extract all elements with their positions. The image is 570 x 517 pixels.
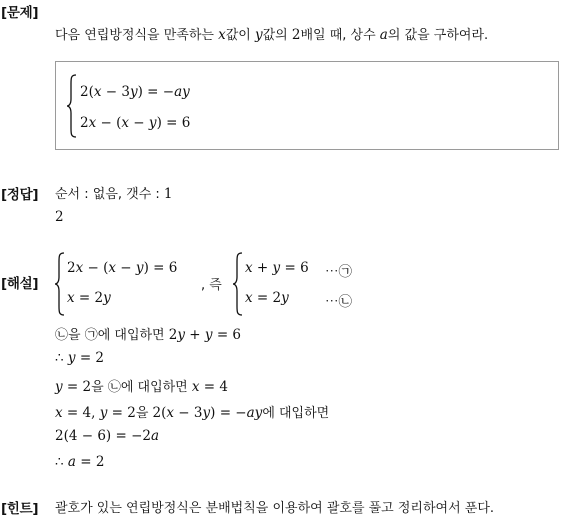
problem-equation-2: [80, 115, 190, 131]
text-run: y: [67, 350, 76, 366]
equation-box: [55, 61, 559, 150]
text-run: ay: [246, 405, 263, 421]
text-run: ∴: [55, 454, 68, 470]
text-run: ) = −: [137, 84, 175, 100]
text-run: = 2: [252, 290, 282, 306]
text-run: − 3: [101, 84, 130, 100]
text-run: = 4,: [62, 405, 100, 421]
text-run: y: [135, 260, 144, 276]
text-run: ) = 6: [143, 260, 178, 276]
equation-label-1: ⋯㉠: [325, 264, 352, 280]
text-run: x: [93, 84, 102, 100]
text-run: x: [218, 27, 226, 43]
solution-line-6: [55, 454, 104, 470]
text-run: x: [121, 115, 130, 131]
text-run: = 2: [74, 290, 104, 306]
solution-connector: , 즉: [201, 278, 222, 293]
text-run: x: [108, 260, 117, 276]
text-run: y: [272, 260, 281, 276]
answer-value: [55, 209, 64, 225]
text-run: 2: [55, 209, 64, 225]
text-run: 에 대입하면: [262, 406, 330, 421]
text-run: a: [67, 454, 76, 470]
text-run: y: [204, 327, 213, 343]
problem-text: [55, 24, 488, 43]
hint-text: [55, 497, 494, 516]
text-run: − (: [96, 115, 122, 131]
text-run: 순서 : 없음, 갯수 :: [55, 187, 164, 202]
problem-system-brace: [66, 74, 78, 138]
text-run: +: [184, 327, 205, 343]
solution-system-2-brace: [232, 252, 244, 316]
text-run: 2: [291, 27, 301, 43]
text-run: = 2: [75, 454, 105, 470]
text-run: ay: [174, 84, 190, 100]
text-run: = 2: [62, 379, 92, 395]
text-run: = 2: [107, 405, 136, 421]
text-run: x: [245, 260, 253, 276]
text-run: x: [166, 405, 175, 421]
text-run: 값이: [225, 28, 255, 43]
text-run: 괄호가 있는 연립방정식은 분배법칙을 이용하여 괄호를 풀고 정리하여서 푼다.: [55, 501, 495, 516]
text-run: 2: [80, 115, 89, 131]
solution-line-4: [55, 402, 329, 421]
text-run: 의 값을 구하여라.: [387, 28, 489, 43]
text-run: = 6: [212, 327, 242, 343]
text-run: y: [254, 27, 263, 43]
text-run: = 2: [75, 350, 105, 366]
text-run: 2: [67, 260, 76, 276]
solution-system-1-eq-1: [67, 260, 177, 276]
text-run: y: [177, 327, 185, 343]
text-run: x: [191, 379, 200, 395]
text-run: 을 ㉡에 대입하면: [91, 380, 192, 395]
solution-line-2: [55, 350, 104, 366]
text-run: 값의: [262, 28, 292, 43]
text-run: y: [281, 290, 289, 306]
text-run: y: [99, 405, 108, 421]
text-run: ∴: [55, 350, 68, 366]
text-run: = 6: [280, 260, 309, 276]
text-run: x: [245, 290, 253, 306]
solution-tag: [해설]: [1, 276, 39, 292]
text-run: x: [67, 290, 75, 306]
text-run: ) = −: [210, 405, 247, 421]
text-run: − 3: [174, 405, 203, 421]
solution-system-1-eq-2: [67, 290, 111, 306]
solution-system-2-eq-1: [245, 260, 309, 276]
text-run: 2(4 − 6) = −2: [55, 428, 151, 444]
problem-equation-1: [80, 84, 190, 100]
equation-label-2: ⋯㉡: [325, 294, 352, 310]
text-run: x: [55, 405, 63, 421]
problem-tag: [문제]: [1, 5, 39, 21]
text-run: −: [116, 260, 136, 276]
text-run: y: [55, 379, 63, 395]
text-run: a: [379, 27, 388, 43]
text-run: x: [75, 260, 84, 276]
text-run: 1: [163, 186, 173, 202]
text-run: x: [88, 115, 97, 131]
answer-meta: [55, 183, 173, 202]
text-run: − (: [83, 260, 109, 276]
text-run: ㉡을 ㉠에 대입하면: [55, 328, 169, 343]
text-run: 배일 때, 상수: [300, 28, 380, 43]
text-run: +: [252, 260, 273, 276]
text-run: a: [151, 428, 160, 444]
solution-line-5: [55, 428, 159, 444]
text-run: 을: [135, 406, 153, 421]
solution-system-2-eq-2: [245, 290, 289, 306]
text-run: 다음 연립방정식을 만족하는: [55, 28, 219, 43]
answer-tag: [정답]: [1, 187, 39, 203]
text-run: = 4: [199, 379, 228, 395]
text-run: 2(: [80, 84, 94, 100]
text-run: 2: [168, 327, 178, 343]
solution-system-1-brace: [54, 252, 66, 316]
solution-line-3: [55, 376, 228, 395]
text-run: ) = 6: [156, 115, 191, 131]
solution-line-1: [55, 324, 241, 343]
text-run: y: [202, 405, 211, 421]
hint-tag: [힌트]: [1, 501, 39, 517]
text-run: 2(: [152, 405, 167, 421]
text-run: y: [148, 115, 157, 131]
text-run: −: [129, 115, 149, 131]
text-run: y: [129, 84, 138, 100]
text-run: y: [103, 290, 111, 306]
